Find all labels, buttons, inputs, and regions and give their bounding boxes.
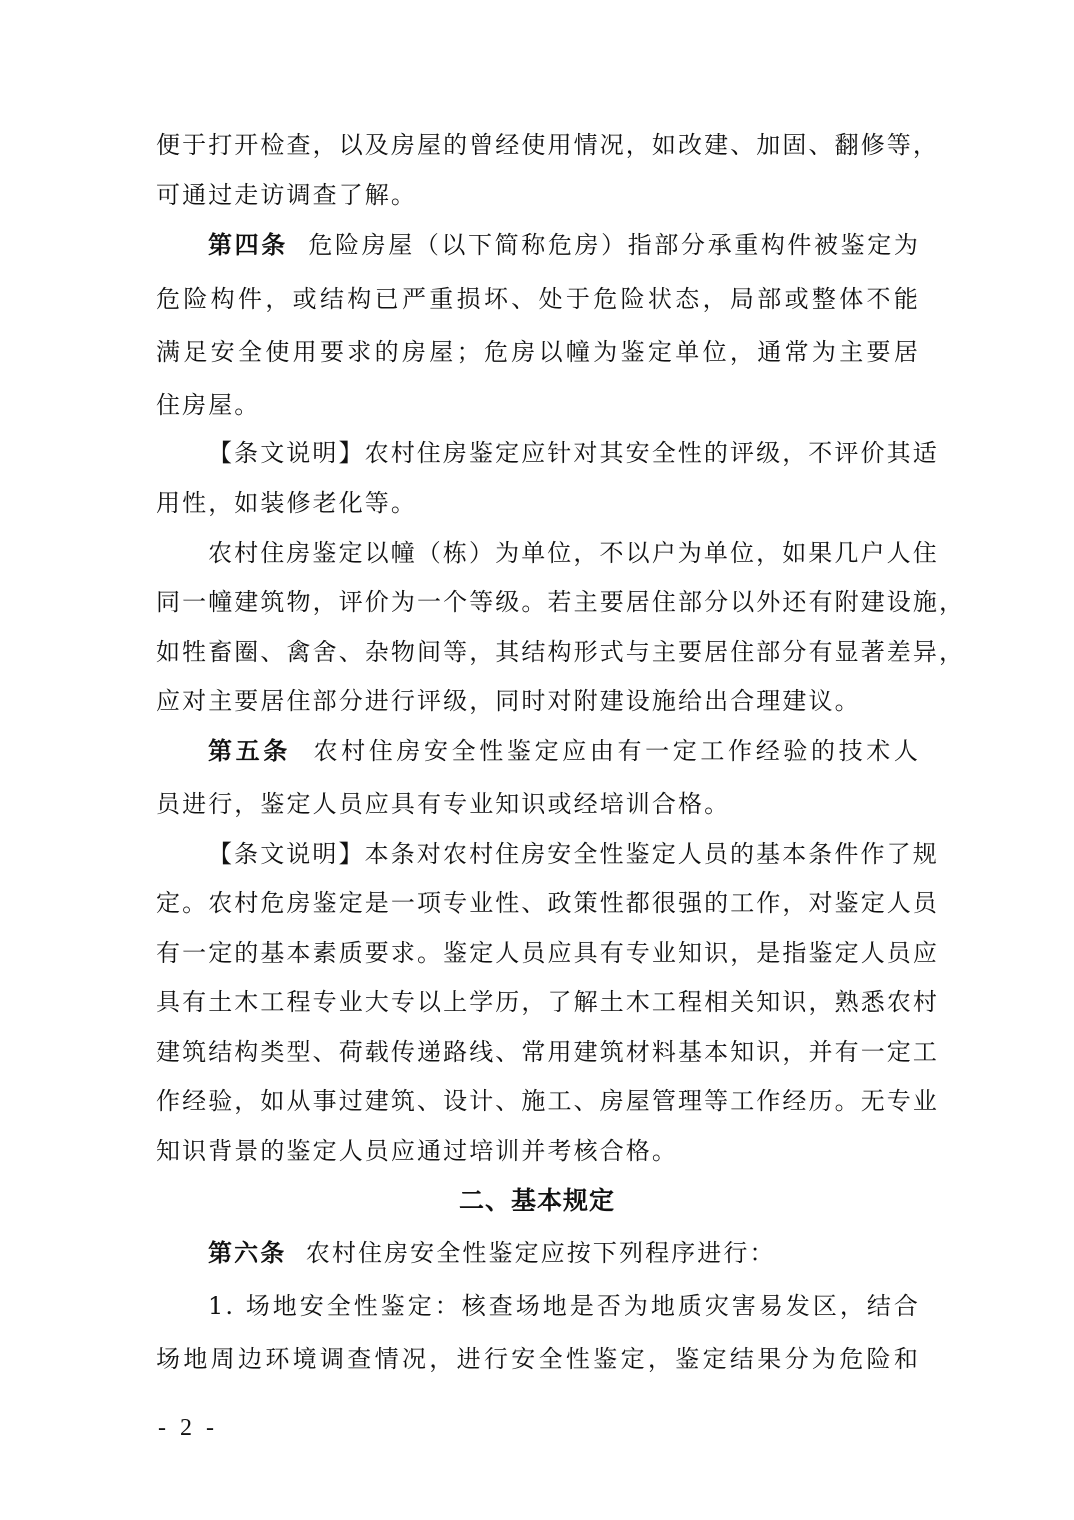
article-4-line: [208, 229, 920, 261]
article-5-label: 第五条: [208, 736, 291, 765]
paragraph-line: 场地周边环境调查情况，进行安全性鉴定，鉴定结果分为危险和: [156, 1345, 920, 1373]
paragraph-line: 员进行，鉴定人员应具有专业知识或经培训合格。: [156, 790, 731, 818]
page-number: - 2 -: [158, 1415, 218, 1441]
note-line: 【条文说明】农村住房鉴定应针对其安全性的评级，不评价其适: [208, 439, 939, 467]
article-6-line: [208, 1237, 920, 1269]
paragraph-line: 便于打开检查，以及房屋的曾经使用情况，如改建、加固、翻修等，: [156, 131, 939, 159]
note-line: 【条文说明】本条对农村住房安全性鉴定人员的基本条件作了规: [208, 840, 939, 868]
paragraph-line: 具有土木工程专业大专以上学历，了解土木工程相关知识，熟悉农村: [156, 988, 939, 1016]
paragraph-line: 如牲畜圈、禽舍、杂物间等，其结构形式与主要居住部分有显著差异，: [156, 638, 966, 666]
paragraph-line: 知识背景的鉴定人员应通过培训并考核合格。: [156, 1137, 678, 1165]
article-6-label: 第六条: [208, 1238, 287, 1267]
article-4-text: 危险房屋（以下简称危房）指部分承重构件被鉴定为: [308, 231, 920, 259]
paragraph-line: 同一幢建筑物，评价为一个等级。若主要居住部分以外还有附建设施，: [156, 588, 966, 616]
paragraph-line: 应对主要居住部分进行评级，同时对附建设施给出合理建议。: [156, 687, 861, 715]
article-5-line: [208, 735, 920, 767]
paragraph-line: 作经验，如从事过建筑、设计、施工、房屋管理等工作经历。无专业: [156, 1087, 939, 1115]
paragraph-line: 有一定的基本素质要求。鉴定人员应具有专业知识，是指鉴定人员应: [156, 939, 939, 967]
paragraph-line: 农村住房鉴定以幢（栋）为单位，不以户为单位，如果几户人住: [208, 539, 939, 567]
article-4-label: 第四条: [208, 230, 288, 259]
paragraph-line: 定。农村危房鉴定是一项专业性、政策性都很强的工作，对鉴定人员: [156, 889, 939, 917]
section-heading: 二、基本规定: [458, 1186, 615, 1215]
paragraph-line: 建筑结构类型、荷载传递路线、常用建筑材料基本知识，并有一定工: [156, 1038, 939, 1066]
article-5-text: 农村住房安全性鉴定应由有一定工作经验的技术人: [313, 737, 920, 765]
paragraph-line: 住房屋。: [156, 391, 261, 419]
paragraph-line: 1. 场地安全性鉴定：核查场地是否为地质灾害易发区，结合: [208, 1292, 920, 1320]
article-6-text: 农村住房安全性鉴定应按下列程序进行：: [305, 1239, 776, 1267]
paragraph-line: 可通过走访调查了解。: [156, 181, 417, 209]
paragraph-line: 危险构件，或结构已严重损坏、处于危险状态，局部或整体不能: [156, 285, 920, 313]
paragraph-line: 用性，如装修老化等。: [156, 489, 417, 517]
paragraph-line: 满足安全使用要求的房屋；危房以幢为鉴定单位，通常为主要居: [156, 338, 920, 366]
